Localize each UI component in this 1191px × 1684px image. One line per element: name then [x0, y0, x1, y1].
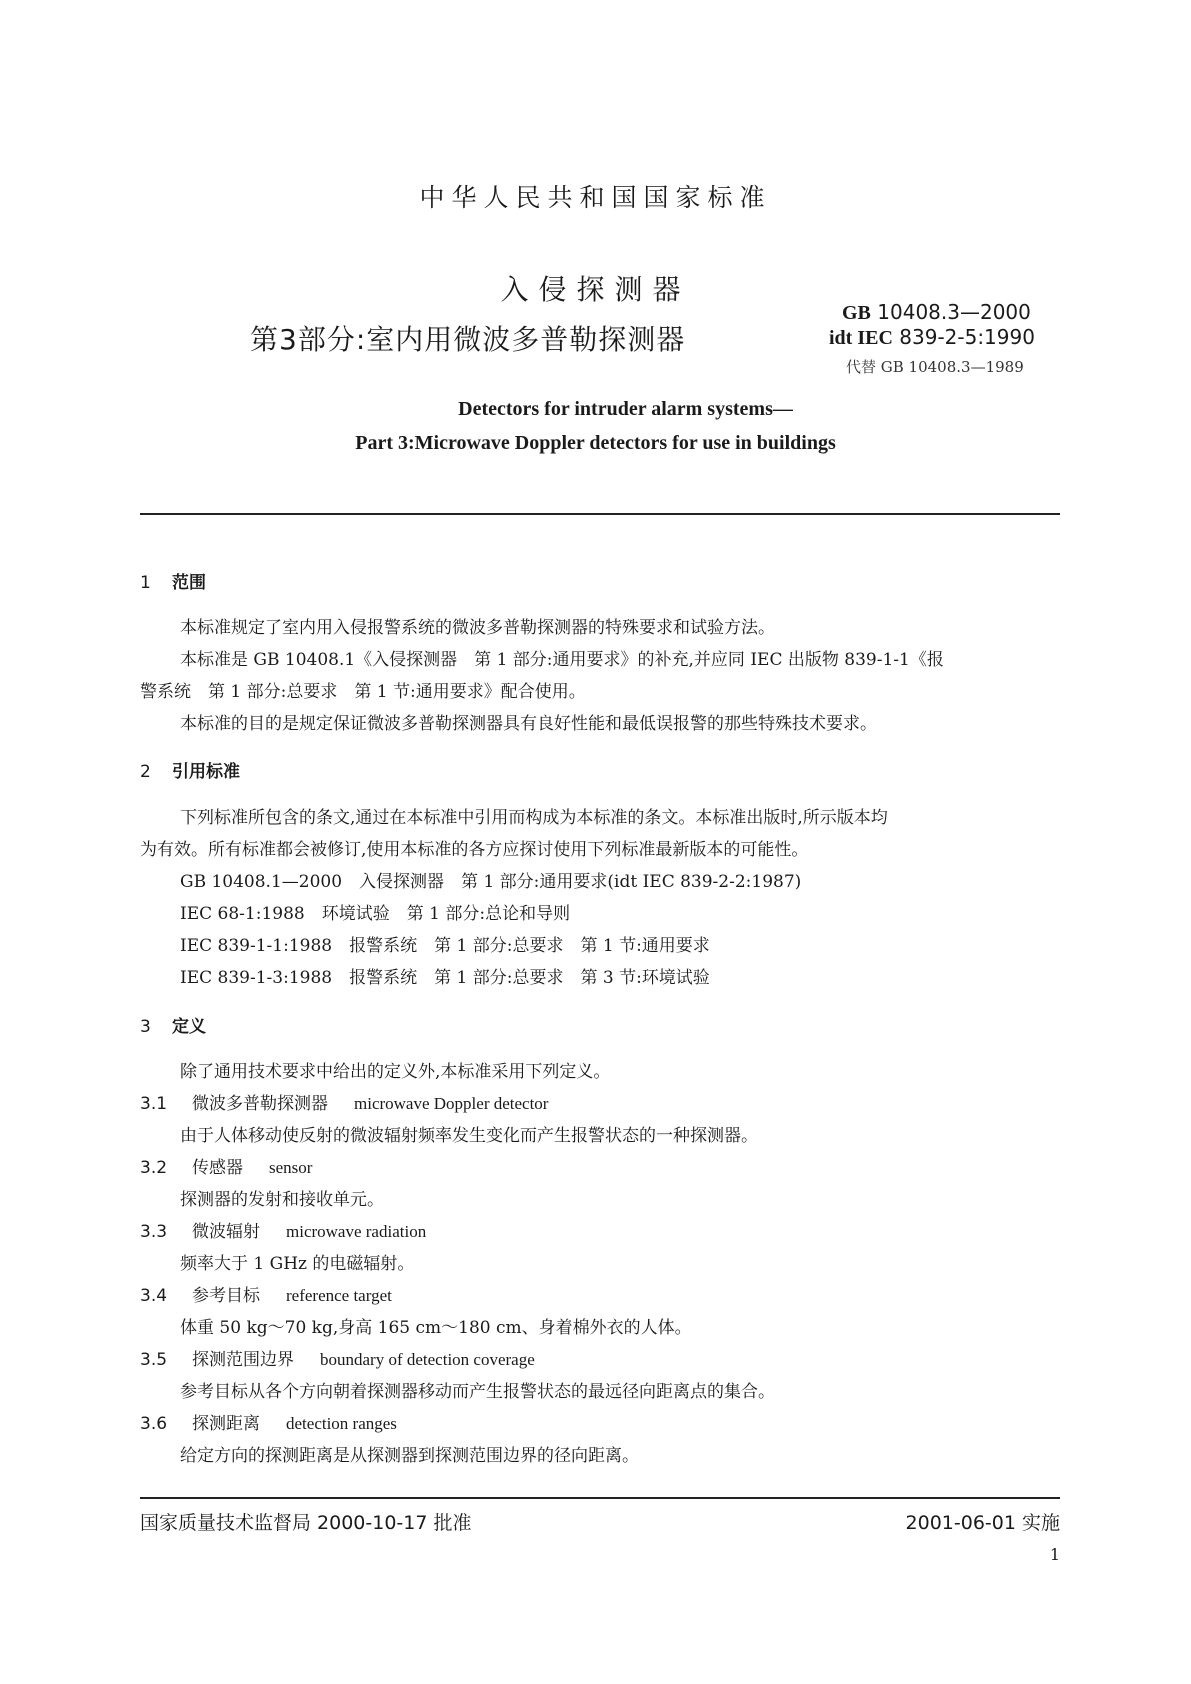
term-en: sensor	[269, 1158, 313, 1177]
paragraph-continuation: 为有效。所有标准都会被修订,使用本标准的各方应探讨使用下列标准最新版本的可能性。	[140, 840, 809, 860]
term-definition: 探测器的发射和接收单元。	[180, 1190, 384, 1210]
idt-number: 839-2-5:1990	[899, 325, 1035, 349]
term-en: microwave radiation	[286, 1222, 427, 1241]
term-en: detection ranges	[286, 1414, 397, 1433]
standard-number-block	[829, 300, 1035, 350]
term-entry	[140, 1089, 548, 1114]
english-title-line1: Detectors for intruder alarm systems—	[458, 398, 793, 420]
term-zh: 参考目标	[192, 1286, 260, 1306]
std-number: 10408.3—2000	[877, 300, 1031, 324]
reference-item: GB 10408.1—2000 入侵探测器 第 1 部分:通用要求(idt IEC 839-2-2:1987)	[180, 872, 802, 892]
section-title: 范围	[172, 573, 206, 593]
term-definition: 给定方向的探测距离是从探测器到探测范围边界的径向距离。	[180, 1446, 639, 1466]
effective-date: 2001-06-01 实施	[905, 1512, 1060, 1534]
term-entry	[140, 1345, 535, 1370]
term-number: 3.1	[140, 1094, 168, 1114]
std-prefix: GB	[842, 302, 871, 324]
paragraph: 本标准规定了室内用入侵报警系统的微波多普勒探测器的特殊要求和试验方法。	[180, 618, 775, 638]
document-subtitle: 第3部分:室内用微波多普勒探测器	[250, 323, 686, 356]
idt-prefix: idt IEC	[829, 327, 893, 349]
term-number: 3.3	[140, 1222, 168, 1242]
section-2-heading	[140, 757, 240, 782]
section-number: 1	[140, 573, 151, 593]
term-zh: 微波辐射	[192, 1222, 260, 1242]
term-en: reference target	[286, 1286, 392, 1305]
term-zh: 探测范围边界	[192, 1350, 294, 1370]
term-zh: 微波多普勒探测器	[192, 1094, 328, 1114]
term-number: 3.5	[140, 1350, 168, 1370]
section-1-heading	[140, 568, 206, 593]
page-number: 1	[1049, 1545, 1060, 1564]
term-definition: 体重 50 kg～70 kg,身高 165 cm～180 cm、身着棉外衣的人体。	[180, 1318, 692, 1338]
national-standard-label: 中华人民共和国国家标准	[419, 183, 772, 212]
term-zh: 传感器	[192, 1158, 243, 1178]
term-definition: 频率大于 1 GHz 的电磁辐射。	[180, 1254, 415, 1274]
reference-item: IEC 839-1-1:1988 报警系统 第 1 部分:总要求 第 1 节:通用要求	[180, 936, 710, 956]
reference-item: IEC 839-1-3:1988 报警系统 第 1 部分:总要求 第 3 节:环境试验	[180, 968, 710, 988]
term-definition: 由于人体移动使反射的微波辐射频率发生变化而产生报警状态的一种探测器。	[180, 1126, 758, 1146]
paragraph: 下列标准所包含的条文,通过在本标准中引用而构成为本标准的条文。本标准出版时,所示版本均	[180, 808, 888, 828]
section-3-heading	[140, 1012, 206, 1037]
document-title: 入侵探测器	[500, 273, 691, 306]
section-title: 引用标准	[172, 762, 240, 782]
replaces-note: 代替 GB 10408.3—1989	[846, 358, 1024, 376]
term-entry	[140, 1217, 426, 1242]
english-title-line2: Part 3:Microwave Doppler detectors for use in buildings	[355, 432, 836, 454]
footer-divider	[140, 1497, 1060, 1499]
approval-date: 国家质量技术监督局 2000-10-17 批准	[140, 1512, 472, 1534]
term-entry	[140, 1409, 397, 1434]
paragraph: 本标准是 GB 10408.1《入侵探测器 第 1 部分:通用要求》的补充,并应同 IEC 出版物 839-1-1《报	[180, 650, 944, 670]
term-en: boundary of detection coverage	[320, 1350, 535, 1369]
term-number: 3.4	[140, 1286, 168, 1306]
term-entry	[140, 1281, 392, 1306]
term-definition: 参考目标从各个方向朝着探测器移动而产生报警状态的最远径向距离点的集合。	[180, 1382, 775, 1402]
header-divider	[140, 513, 1060, 515]
section-title: 定义	[172, 1017, 206, 1037]
reference-item: IEC 68-1:1988 环境试验 第 1 部分:总论和导则	[180, 904, 571, 924]
term-zh: 探测距离	[192, 1414, 260, 1434]
term-number: 3.2	[140, 1158, 168, 1178]
paragraph: 本标准的目的是规定保证微波多普勒探测器具有良好性能和最低误报警的那些特殊技术要求。	[180, 714, 877, 734]
term-en: microwave Doppler detector	[354, 1094, 549, 1113]
term-entry	[140, 1153, 312, 1178]
paragraph-continuation: 警系统 第 1 部分:总要求 第 1 节:通用要求》配合使用。	[140, 682, 586, 702]
term-number: 3.6	[140, 1414, 168, 1434]
section-number: 3	[140, 1017, 151, 1037]
section-number: 2	[140, 762, 151, 782]
paragraph: 除了通用技术要求中给出的定义外,本标准采用下列定义。	[180, 1062, 611, 1082]
